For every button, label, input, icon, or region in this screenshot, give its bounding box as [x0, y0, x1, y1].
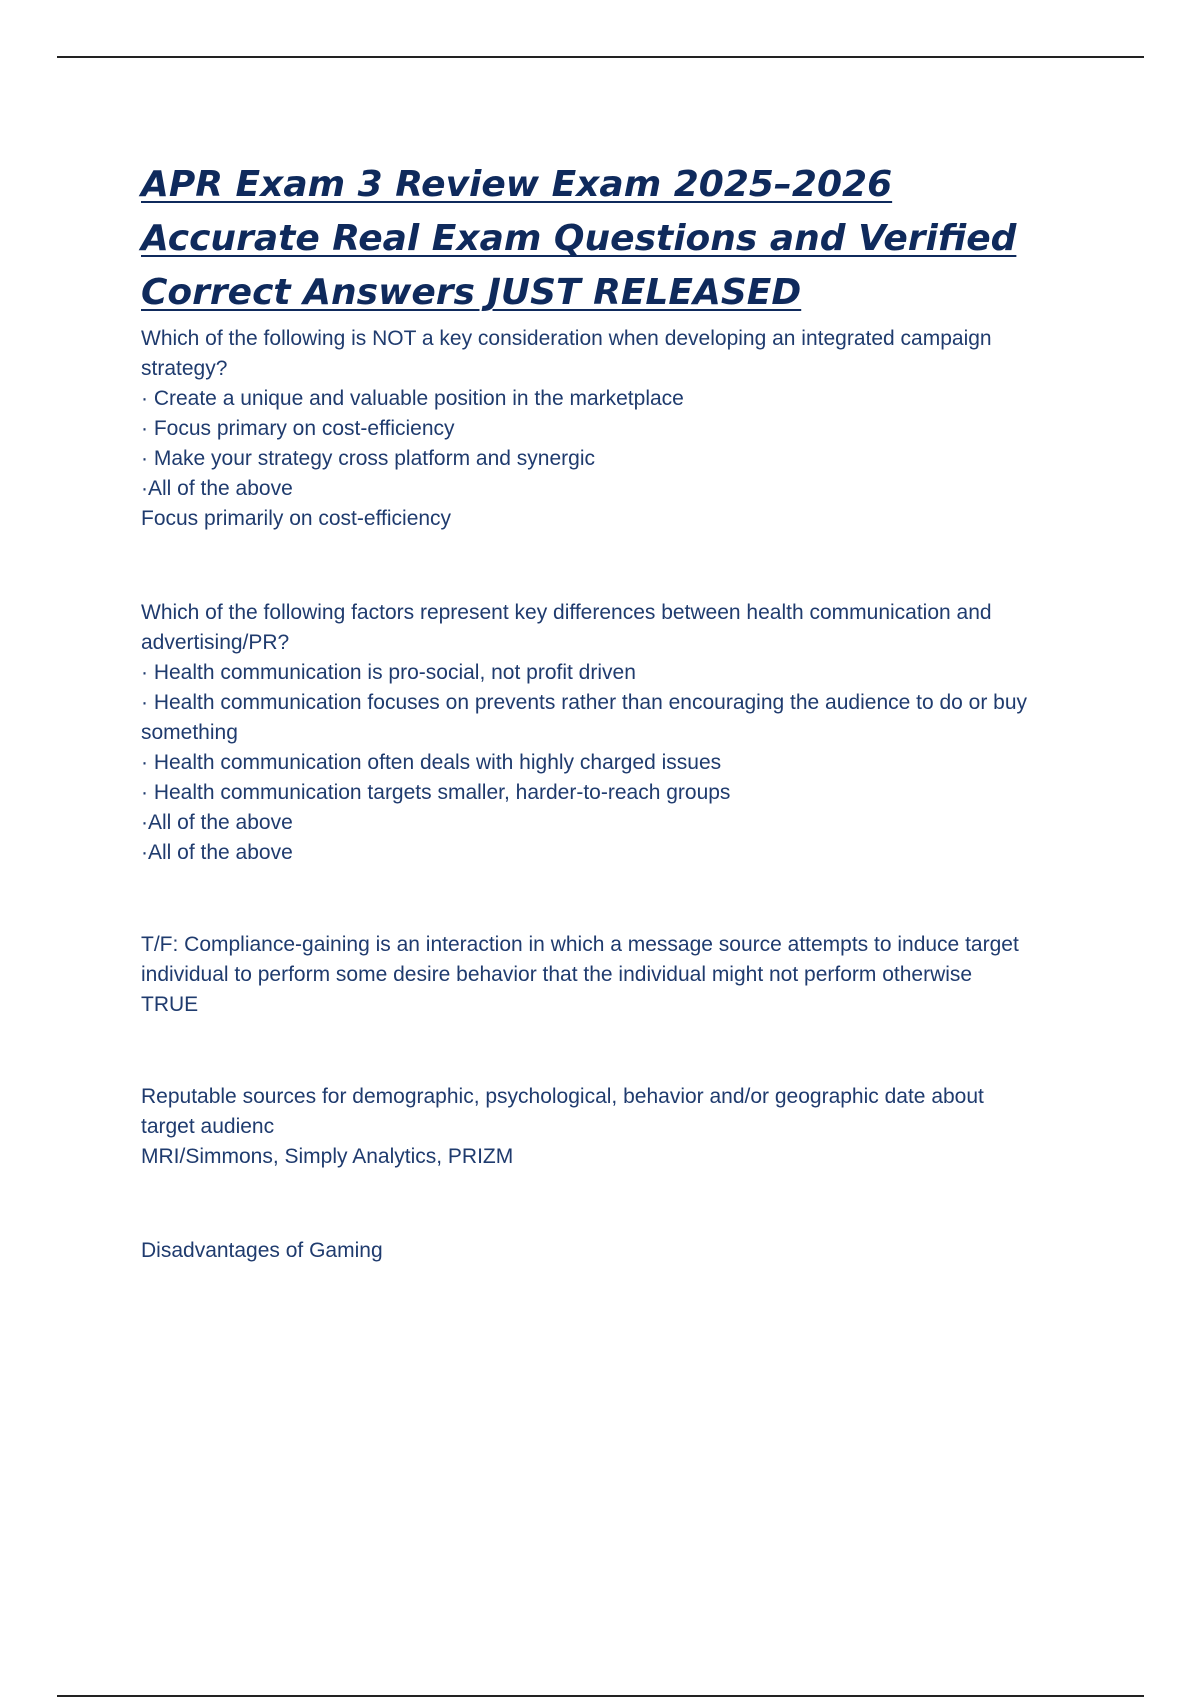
answer-option: · Health communication is pro-social, not profit driven: [141, 661, 636, 684]
answer-option: · Health communication targets smaller, harder-to-reach groups: [141, 781, 731, 804]
answer-option: · Create a unique and valuable position in the marketplace: [141, 387, 684, 410]
answer-option: ·All of the above: [141, 811, 293, 834]
question-block-5: [141, 1236, 1041, 1266]
correct-answer: ·All of the above: [141, 841, 293, 864]
answer-option: · Make your strategy cross platform and synergic: [141, 447, 596, 470]
document-title: APR Exam 3 Review Exam 2025–2026 Accurate Real Exam Questions and Verified Correct Answers JUST RELEASED: [141, 164, 1017, 313]
question-block-4: [141, 1082, 1041, 1172]
question-prompt: Which of the following is NOT a key consideration when developing an integrated campaign strategy?: [141, 327, 992, 380]
question-prompt: Reputable sources for demographic, psychological, behavior and/or geographic date about target audienc: [141, 1085, 984, 1138]
question-prompt: Disadvantages of Gaming: [141, 1239, 383, 1262]
answer-option: · Health communication focuses on prevents rather than encouraging the audience to do or buy something: [141, 691, 1028, 744]
document-body: [141, 158, 1041, 1266]
question-block-1: [141, 324, 1041, 534]
answer-option: ·All of the above: [141, 477, 293, 500]
question-block-3: [141, 930, 1041, 1020]
question-prompt: Which of the following factors represent key differences between health communication and advertising/PR?: [141, 601, 992, 654]
top-rule: [57, 56, 1144, 58]
answer-option: · Focus primary on cost-efficiency: [141, 417, 455, 440]
correct-answer: MRI/Simmons, Simply Analytics, PRIZM: [141, 1145, 514, 1168]
answer-option: · Health communication often deals with highly charged issues: [141, 751, 722, 774]
correct-answer: Focus primarily on cost-efficiency: [141, 507, 452, 530]
correct-answer: TRUE: [141, 993, 199, 1016]
bottom-rule: [57, 1695, 1144, 1697]
question-prompt: T/F: Compliance-gaining is an interaction in which a message source attempts to induce target individual to perform some desire behavior that the individual might not perform otherwise: [141, 933, 1019, 986]
question-block-2: [141, 598, 1041, 868]
